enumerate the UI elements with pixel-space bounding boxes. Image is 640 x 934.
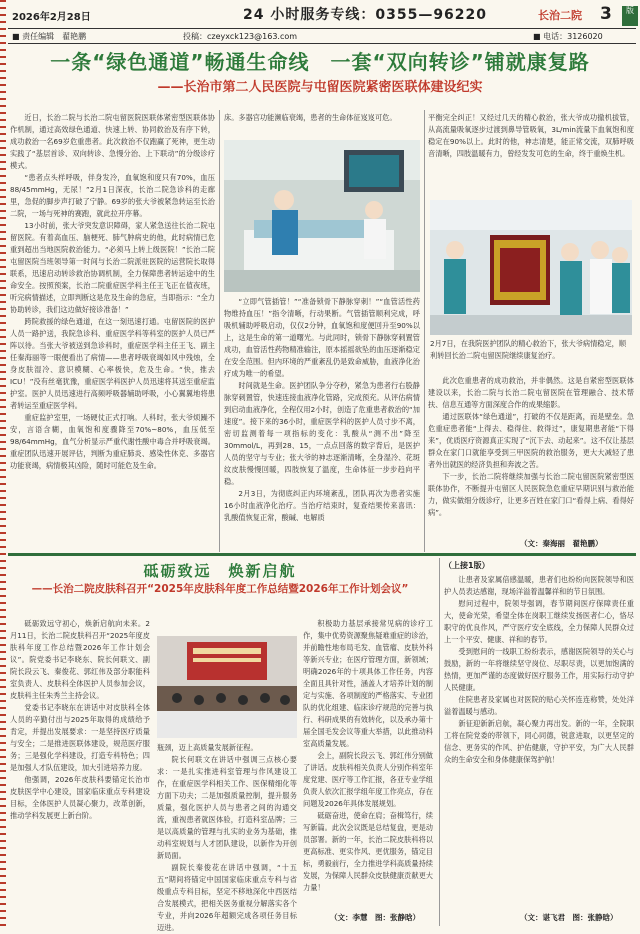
paragraph: 慰问过程中，院领导强调，春节期间医疗保障责任重大，使命光荣，希望全体在岗职工继续发扬医者仁心，恪尽职守的优良作风，严守医疗安全底线，全力保障人民群众过上一个平安、健康、祥和的春节。 xyxy=(444,599,634,644)
issue-date: 2026年2月28日 xyxy=(12,12,91,23)
paragraph: 受到慰问的一线职工纷纷表示，感谢医院领导的关心与鼓励，新的一年将继续坚守岗位、尽职尽责，以更加饱满的热情，更加严谨的态度做好医疗服务工作，用实际行动守护人民健康。 xyxy=(444,647,634,692)
paragraph: 住院患者及家属也对医院的贴心关怀连连称赞，处处洋溢着温暖与感动。 xyxy=(444,695,634,716)
paragraph: 会上，副院长段云飞、郭红伟分别做了讲话。皮肤科相关负责人分别作科室年度党建、医疗等工作汇报，各亚专业学组负责人依次汇报学组年度工作亮点，存在问题及2026年具体发展规划。 xyxy=(303,751,433,808)
paragraph: 他强调，2026年皮肤科要锚定长治市皮肤医学中心建设，国家临床重点专科建设目标，全体医护人员凝心聚力，改革创新，推动学科发展更上新台阶。 xyxy=(10,775,150,820)
page-number: 3 xyxy=(600,4,612,24)
photo-caption: 2月7日，在我院医护团队的精心救治下，张大爷病情稳定，顺利转回长治二院屯留医院继续康复治疗。 xyxy=(430,339,627,360)
brand-name: 长治二院 xyxy=(538,9,582,22)
section2-credit: （文：李慧 图：张静晗） xyxy=(330,913,420,922)
editor-label: ■ 责任编辑 翟艳鹏 xyxy=(12,32,87,41)
paragraph: 通过医联体“绿色通道”，打破的不仅是距离，而是壁垒。急危重症患者能“上得去、稳得住、救得过”，康复期患者能“下得来”，优质医疗资源真正实现了“沉下去、动起来”。这不仅让基层群众在家门口就能享受到三甲医院的救治服务，更大大减轻了患者外出就医的经济负担和奔波之苦。 xyxy=(428,412,634,469)
section2-column-3 xyxy=(303,618,433,904)
section3-column xyxy=(444,574,634,906)
paragraph: “患者点头样呼吸，伴身发冷，血氧饱和度只有70%，血压88/45mmHg，无尿！”2月1日深夜，长治二院急诊科的走廊里，急促的脚步声打破了宁静。69岁的张大爷被紧急转运至长治二院，一场与死神的赛跑，就此拉开序幕。 xyxy=(10,173,215,218)
feature-column-3 xyxy=(428,375,634,535)
page-edge-decoration xyxy=(0,0,6,929)
contact-phone: ■ 电话：3126020 xyxy=(533,32,603,41)
section2-column-2 xyxy=(157,742,297,932)
page-version-label: 版 xyxy=(622,6,638,26)
feature-column-2-top xyxy=(224,112,420,138)
feature-subheadline: ——长治市第二人民医院与屯留医院紧密医联体建设纪实 xyxy=(157,80,483,95)
section3-credit: （文：谌飞君 图：张静晗） xyxy=(520,913,618,922)
paragraph: 2月3日，为彻底纠正内环境紊乱，团队再次为患者实施16小时血液净化治疗。当治疗结束时，复查结果传来喜讯：乳酸值恢复正常，酸碱、电解质 xyxy=(224,489,420,522)
meeting-photo xyxy=(157,636,297,738)
feature-column-1 xyxy=(10,112,215,552)
paragraph: 砥砺奋进，使命在肩；奋楫笃行，续写新篇。此次会议既是总结复盘，更是动员部署。新的一年，长治二院皮肤科将以更高标准、更实作风、更优服务，锚定目标，勇毅前行，全力推进学科高质量持续发展，为保障人民群众皮肤健康贡献更大力量！ xyxy=(303,811,433,892)
paragraph: 新征迎新新启航，凝心聚力再出发。新的一年，全院职工将在院党委的带领下，同心同德，锐意进取，以更坚定的信念、更务实的作风、护佑健康，守护平安，为广大人民群众的生命安全和身体健康保驾护航！ xyxy=(444,719,634,764)
paragraph: 让患者及家属倍感温暖，患者们也纷纷向医院领导和医护人员表达感谢，现场洋溢着温馨祥和的节日氛围。 xyxy=(444,575,634,596)
paragraph: 13小时前，张大爷突发意识障碍，家人紧急送往长治二院屯留医院。有着高血压、脑梗死、肺气肿病史的他，此时病情已危重到超出当地医院救治能力。“必须马上转上级医院！”长治二院屯留医院当班领导第一时间与长治二院派驻医院的运营院长取得联系，迅速启动转诊救治协调机制，全力保障患者转运途中的生命安全。按照预案，长治二院重症医学科主任王飞正在值夜班，听完病情描述，立即判断这是危及生命的急症，当即指示：“全力协助转诊，我们这边做好接诊准备！” xyxy=(10,221,215,314)
feature-column-3-top xyxy=(428,112,634,200)
paragraph: 下一步，长治二院将继续加强与长治二院屯留医院紧密型医联体协作，不断提升屯留区人民医院急危重症早期识别与救治能力，做实做细分级诊疗，让更多百姓在家门口“看得上病、看得好病”。 xyxy=(428,472,634,517)
column-rule xyxy=(219,110,220,552)
page-header xyxy=(8,4,636,26)
continued-label: （上接1版） xyxy=(444,561,490,570)
paragraph: 近日，长治二院与长治二院屯留医院医联体紧密型医联体协作机制，通过高效绿色通道、快速上转、协同救治及有序下转，成功救治一名69岁危重患者。此次救治不仅跑赢了死神，更生动实践了“基层首诊、双向转诊、急慢分治、上下联动”的分级诊疗模式。 xyxy=(10,113,215,170)
paragraph: 院长何联文在讲话中强调三点核心要求：一是扎实推进科室管理与作风建设工作，在重症医学科相关工作、医保精细化等方面下功夫；二是加强质量控制，提升服务质量，强化医护人员与患者之间的沟通交流，重视患者就医体验，打造科室品牌；三是以高质量的管理与扎实的业务为基础，推动科室规划与人才团队建设，以新作为开创新局面。 xyxy=(157,755,297,860)
editor-bar xyxy=(8,28,636,44)
paragraph: 跨院救援的绿色通道，在这一刻迅速打通。屯留医院的医护人员一路护送，我院急诊科、重症医学科等科室的医护人员已严阵以待。当张大爷被送到急诊科时，重症医学科主任王飞、副主任秦海丽等一眼便看出了病情——患者呼吸衰竭如风中残烛，全身皮肤湿冷、意识模糊、心率极快，危及生命。“快，推去ICU！”没有丝毫犹豫，重症医学科医护人员迅速将其送至重症监护室。医护人员迅速进行高频呼吸器辅助呼吸，小心翼翼地将患者转运至重症医学科。 xyxy=(10,317,215,410)
section-divider xyxy=(8,553,636,556)
recovery-group-photo xyxy=(430,200,632,335)
service-hotline: 24 小时服务专线：0355—96220 xyxy=(243,7,488,23)
section2-subheadline: ——长治二院皮肤科召开“2025年皮肤科年度工作总结暨2026年工作计划会议” xyxy=(31,583,409,595)
section2-column-1 xyxy=(10,618,150,924)
section2-headline: 砥砺致远 焕新启航 xyxy=(143,562,297,580)
column-rule xyxy=(424,110,425,552)
paragraph: “立即气管插管！”“准备锁骨下静脉穿刺！”“血管活性药物维持血压！”指令清晰，行动果断。气管插管顺利完成，呼吸机辅助呼吸启动，仅仅2分钟，血氧饱和度便回升至90%以上，这是生命的第一道曙光。与此同时，锁骨下静脉穿刺置管成功，血管活性药物精准输注，原本摇摇欲坠的血压逐渐稳定在安全范围。但内环境的严重紊乱仍是致命威胁，血液净化治疗成为唯一的希望。 xyxy=(224,297,420,378)
paragraph: 重症监护室里，一场硬仗正式打响。人科时，张大爷烦躁不安，言语含糊，血氧饱和度骤降至70%~80%，血压低至98/64mmHg，血气分析显示严重代谢性酸中毒合并呼吸衰竭。重症团队迅速开展评估，判断为重症肺炎、感染性休克、多器官功能衰竭，病情极其凶险，随时可能危及生命。 xyxy=(10,413,215,470)
feature-headline: 一条“绿色通道”畅通生命线 一套“双向转诊”铺就康复路 xyxy=(50,50,590,74)
paragraph: 瓶颈，迈上高质量发展新征程。 xyxy=(157,743,258,752)
paragraph: 积极助力基层承接常见病的诊疗工作，集中优势资源聚焦疑难重症的诊治，并前瞻性地布局毛发、血管瘤、皮肤外科等新兴专业；在医疗管理方面，新领域；明确2026年的十项具体工作任务，内容全面且具针对性，涵盖人才培养计划的制定与实施、各项制度的严格落实、专业团队的优化组建、临床诊疗规范的完善与执行、科研成果的有效转化，以及承办第十届全国毛发会议等重大举措，以此推动科室高质量发展。 xyxy=(303,619,433,748)
feature-credit: （文：秦海丽 翟艳鹏） xyxy=(520,539,603,548)
paragraph: 副院长秦俊花在讲话中强调，“十五五”期间将锚定中国国家临床重点专科与省级重点专科目标，坚定不移地深化中西医结合发展模式，把相关医务重视分解落实各个专业，并向2026年超额完成各项任务目标迈进。 xyxy=(157,863,297,932)
column-rule xyxy=(439,558,440,926)
icu-treatment-photo xyxy=(224,140,420,292)
paragraph: 床。多器官功能濒临衰竭，患者的生命体征岌岌可危。 xyxy=(224,113,397,122)
paragraph: 时间就是生命。医护团队争分夺秒，紧急为患者行右股静脉穿刺置管，快速连接血液净化管路，完成预充。从评估病情到启动血液净化，全程仅用2小时，创造了危重患者救治的“加速度”。接下来的36小时，重症医学科的医护人员寸步不离，密切监测着每一项指标的变化：乳酸从“测不出”降至30mmol/L，再到28、15，一点点回落的数字背后，是医护人员的坚守与专业；张大爷的神志逐渐清晰，全身湿冷、花斑纹皮肤慢慢回暖，四肢恢复了温度，生命体征一步步趋向平稳。 xyxy=(224,381,420,486)
paragraph: 砥砺致远守初心，焕新启航向未来。2月11日，长治二院皮肤科召开“2025年度皮肤科年度工作总结暨2026年工作计划会议”。院党委书记李晓东、院长何联文、副院长段云飞、秦俊花、郭红伟及部分职能科室负责人、皮肤科全体医护人员参加会议，皮肤科主任朱秀兰主持会议。 xyxy=(10,619,150,700)
paragraph: 此次危重患者的成功救治，并非偶然。这是自紧密型医联体建设以来，长治二院与长治二院屯留医院在管理融合、技术帮扶、信息互通等方面深度合作的成果缩影。 xyxy=(428,376,634,409)
paragraph: 党委书记李晓东在讲话中对皮肤科全体人员的辛勤付出与2025年取得的成绩给予肯定，并提出发展要求：一是坚持医疗质量与安全；二是推进医联体建设，规范医疗服务；三是强化学科建设，打造专科特色；四是加强人才队伍建设，加大引进培养力度。 xyxy=(10,703,150,772)
paragraph: 平衡完全纠正！又经过几天的精心救治，张大爷成功撤机拔管，从高流量吸氧逐步过渡到鼻导管吸氧，3L/min流量下血氧饱和度稳定在90%以上。此时的他，神志清楚，能正常交流，双肺呼吸音清晰，四肢温暖有力，曾经发发可危的生命，终于重焕生机。 xyxy=(428,113,634,158)
feature-column-2 xyxy=(224,296,420,552)
submission-email: 投稿：czeyxck123@163.com xyxy=(183,32,298,41)
